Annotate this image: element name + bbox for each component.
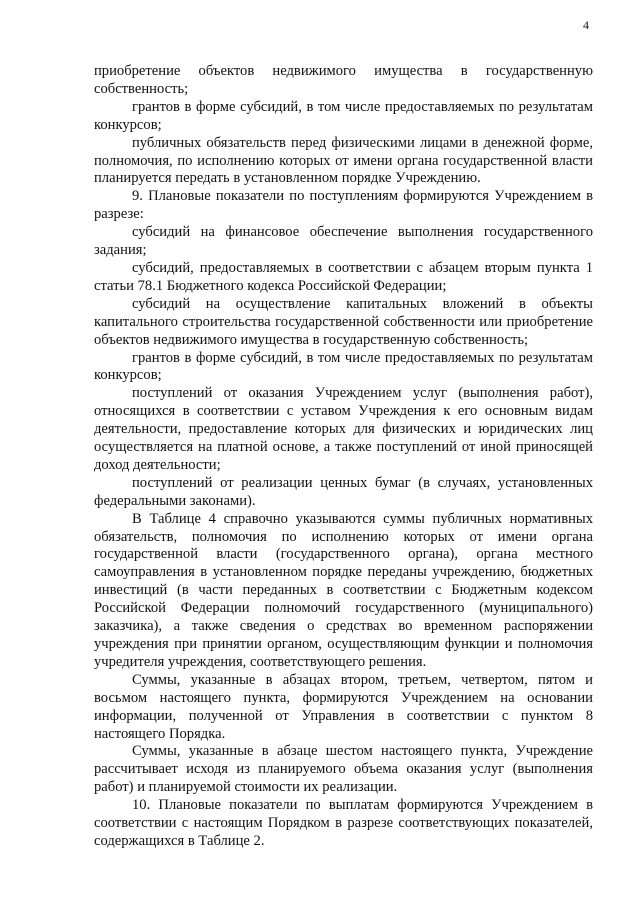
paragraph: приобретение объектов недвижимого имущества в государственную собственность; [94,63,593,97]
paragraph: субсидий на осуществление капитальных вложений в объекты капитального строительства государственной собственности или приобретение объектов недвижимого имущества в государственную собственность; [94,295,593,348]
paragraph: поступлений от оказания Учреждением услуг (выполнения работ), относящихся в соответствии с уставом Учреждения к его основным видам деятельности, предоставление которых для физических и юридических лиц осуществляется на платной основе, а также поступлений от иной приносящей доход деятельности; [94,385,593,473]
paragraph: поступлений от реализации ценных бумаг (в случаях, установленных федеральными законами). [94,474,593,509]
paragraph: публичных обязательств перед физическими лицами в денежной форме, полномочия, по исполнению которых от имени органа государственной власти планируется передать в установленном порядке Учреждению. [94,134,593,187]
paragraph: В Таблице 4 справочно указываются суммы публичных нормативных обязательств, полномочия по исполнению которых от имени органа государственной власти (государственного органа), органа местного самоуправления в установленном порядке переданы учреждению, бюджетных инвестиций (в части переданных в соответствии с Бюджетным кодексом Российской Федерации полномочий государственного (муниципального) заказчика), а также сведения о средствах во временном распоряжении учреждения при принятии органом, осуществляющим функции и полномочия учредителя учреждения, соответствующего решения. [94,510,593,670]
paragraph: Суммы, указанные в абзацах втором, третьем, четвертом, пятом и восьмом настоящего пункта, формируются Учреждением на основании информации, полученной от Управления в соответствии с пунктом 8 настоящего Порядка. [94,671,593,742]
paragraph: грантов в форме субсидий, в том числе предоставляемых по результатам конкурсов; [94,349,593,384]
paragraph: 10. Плановые показатели по выплатам формируются Учреждением в соответствии с настоящим Порядком в разрезе соответствующих показателей, содержащихся в Таблице 2. [94,797,593,849]
document-body [94,63,593,851]
paragraph: грантов в форме субсидий, в том числе предоставляемых по результатам конкурсов; [94,98,593,133]
paragraph: 9. Плановые показатели по поступлениям формируются Учреждением в разрезе: [94,188,593,223]
page-number: 4 [583,18,589,32]
paragraph: субсидий на финансовое обеспечение выполнения государственного задания; [94,224,593,259]
paragraph: Суммы, указанные в абзаце шестом настоящего пункта, Учреждение рассчитывает исходя из планируемого объема оказания услуг (выполнения работ) и планируемой стоимости их реализации. [94,743,593,796]
paragraph: субсидий, предоставляемых в соответствии с абзацем вторым пункта 1 статьи 78.1 Бюджетного кодекса Российской Федерации; [94,259,593,294]
